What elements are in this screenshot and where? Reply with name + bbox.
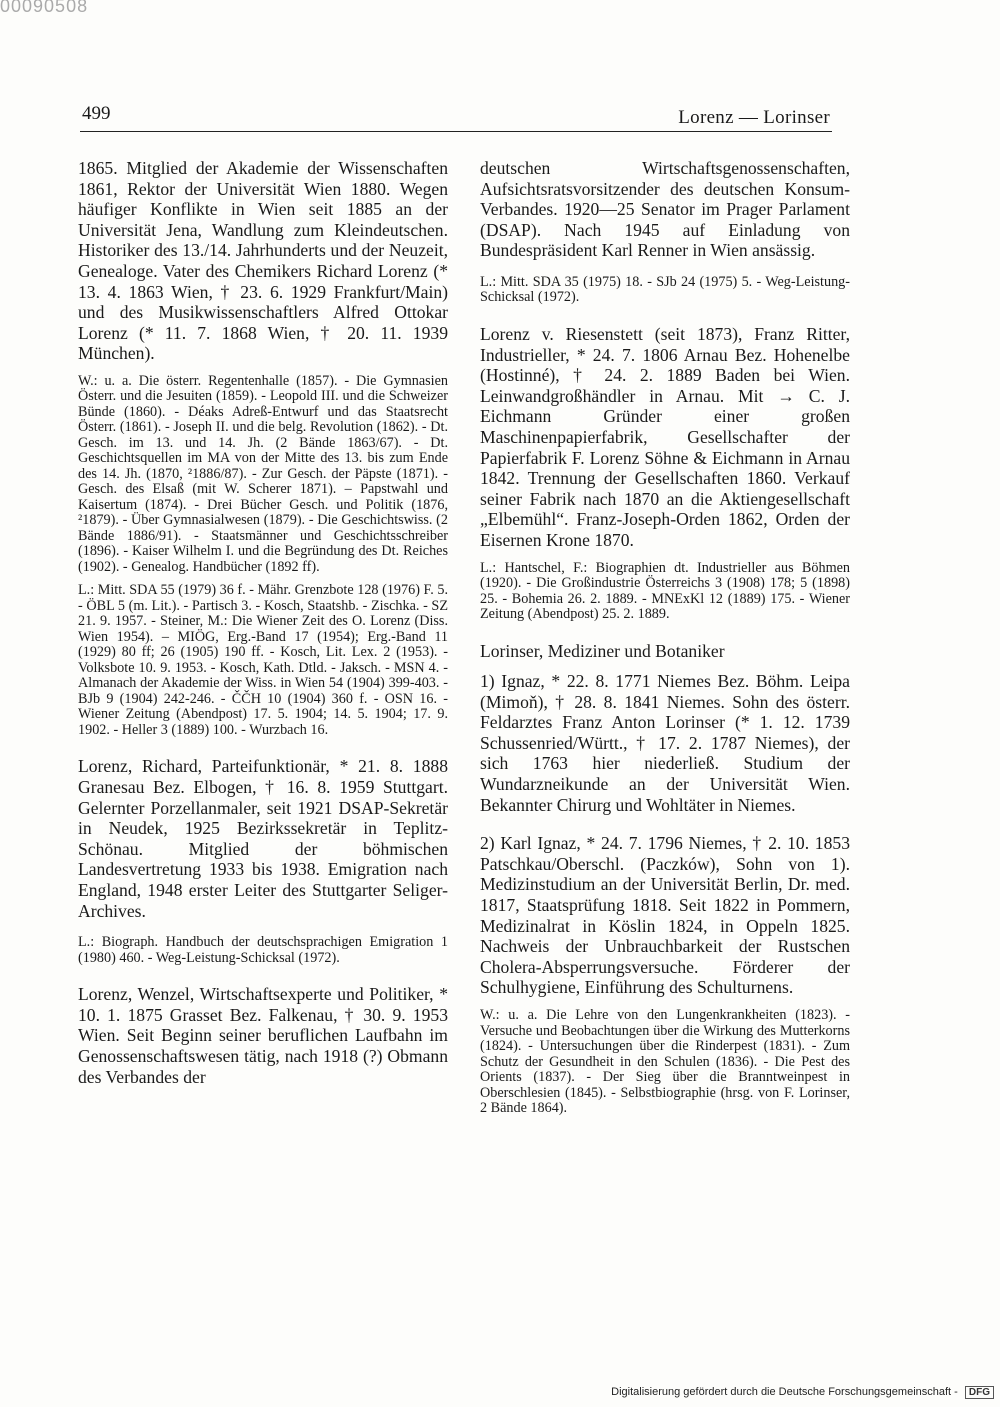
dfg-logo: DFG [965,1386,994,1399]
entry-lorenz-riesenstett: Lorenz v. Riesenstett (seit 1873), Franz Ritter, Industrieller, * 24. 7. 1806 Arnau Bez. Hohenelbe (Hostinné), † 24. 2. 1889 Baden bei Wien. Leinwandgroßhändler in Arnau. Mit → C. J. Eichmann Gründer einer großen Maschinenpapierfabrik, Gesellschafter der Papierfabrik F. Lorenz Söhne & Eichmann in Arnau 1842. Trennung der Gesellschaften 1860. Verkauf seiner Fabrik nach 1870 an die Aktiengesellschaft „Elbemühl“. Franz-Joseph-Orden 1862, Orden der Eisernen Krone 1870. [480,323,850,550]
literature-list: L.: Mitt. SDA 55 (1979) 36 f. - Mähr. Grenzbote 128 (1976) F. 5. - ÖBL 5 (m. Lit.). - Partisch 3. - Kosch, Staatshb. - Zischka. - SZ 21. 9. 1957. - Steiner, M.: Die Wiener Zeit des O. Lorenz (Diss. Wien 1954). – MIÖG, Erg.-Band 17 (1954); Erg.-Band 11 (1929) 80 ff; 26 (1905) 190 ff. - Kosch, Lit. Lex. 2 (1953). - Volksbote 10. 9. 1953. - Kosch, Kath. Dtld. - Jaksch. - MSN 4. - Almanach der Akademie der Wiss. in Wien 54 (1904) 399-403. - BJb 9 (1904) 242-246. - ČČH 10 (1904) 360 f. - OSN 16. - Wiener Zeitung (Abendpost) 17. 5. 1904; 14. 5. 1904; 17. 9. 1902. - Heller 3 (1889) 100. - Wurzbach 16. [78,582,448,738]
header-rule [80,131,832,132]
entry-lorenz-wenzel-cont: deutschen Wirtschaftsgenossenschaften, Aufsichtsratsvorsitzender des deutschen Konsum-Verbandes. 1920—25 Senator im Prager Parlament (DSAP). Nach 1945 auf Einladung von Bundespräsident Karl Renner in Wien ansässig. [480,158,850,261]
left-column [78,158,448,1087]
entry-lorenz-wenzel: Lorenz, Wenzel, Wirtschaftsexperte und Politiker, * 10. 1. 1875 Grasset Bez. Falkenau, † 30. 9. 1953 Wien. Seit Beginn seiner beruflichen Laufbahn im Genossenschaftswesen tätig, nach 1918 (?) Obmann des Verbandes der [78,984,448,1087]
entry-lorinser-ignaz: 1) Ignaz, * 22. 8. 1771 Niemes Bez. Böhm. Leipa (Mimoň), † 28. 8. 1841 Niemes. Sohn des österr. Feldarztes Franz Anton Lorinser (* 1. 12. 1739 Schussenried/Württ., † 17. 2. 1787 Niemes), der sich 1763 hier niederließ. Studium der Wundarzneikunde an der Universität Wien. Bekannter Chirurg und Wohltäter in Niemes. [480,671,850,815]
entry-lorenz-ottokar-text: 1865. Mitglied der Akademie der Wissenschaften 1861, Rektor der Universität Wien 1880. Wegen häufiger Konflikte in Wien seit 1885 an der Universität Jena, Wandlung zum Kleindeutschen. Historiker des 13./14. Jahrhunderts und der Neuzeit, Genealoge. Vater des Chemikers Richard Lorenz (* 13. 4. 1863 Wien, † 23. 6. 1929 Frankfurt/Main) und des Musikwissenschaftlers Alfred Ottokar Lorenz (* 11. 7. 1868 Wien, † 20. 11. 1939 München). [78,158,448,364]
works-list-lorinser: W.: u. a. Die Lehre von den Lungenkrankheiten (1823). - Versuche und Beobachtungen über die Wirkung des Mutterkorns (1824). - Untersuchungen über die Rinderpest (1831). - Zum Schutz der Gesundheit in den Schulen (1836). - Die Pest des Orients (1837). - Der Sieg über die Branntweinpest in Oberschlesien (1845). - Selbstbiographie (hrsg. von F. Lorinser, 2 Bände 1864). [480,1007,850,1116]
footer-text: Digitalisierung gefördert durch die Deutsche Forschungsgemeinschaft - [611,1386,958,1398]
running-head: Lorenz — Lorinser [678,107,830,128]
entry-lorenz-richard: Lorenz, Richard, Parteifunktionär, * 21. 8. 1888 Granesau Bez. Elbogen, † 16. 8. 1959 Stuttgart. Gelernter Porzellanmaler, seit 1921 DSAP-Sekretär in Neudek, 1925 Bezirkssekretär in Teplitz-Schönau. Mitglied der böhmischen Landesvertretung 1933 bis 1938. Emigration nach England, 1948 erster Leiter des Stuttgarter Seliger-Archives. [78,756,448,921]
literature-list-richard: L.: Biograph. Handbuch der deutschsprachigen Emigration 1 (1980) 460. - Weg-Leistung-Schicksal (1972). [78,934,448,966]
entry-lorinser-heading: Lorinser, Mediziner und Botaniker [480,640,725,661]
right-column [480,158,850,1117]
archive-stamp: 00090508 [0,0,89,16]
works-list: W.: u. a. Die österr. Regentenhalle (1857). - Die Gymnasien Österr. und die Jesuiten (1859). - Leopold III. und die Schweizer Bünde (1860). - Déaks Adreß-Entwurf und das Staatsrecht Österr. (1861). - Joseph II. und die belg. Revolution (1862). - Dt. Gesch. im 13. und 14. Jh. (2 Bände 1863/67). - Dt. Geschichtsquellen im MA von der Mitte des 13. bis zum Ende des 14. Jh. (1870, ²1886/87). - Zur Gesch. der Päpste (1871). - Gesch. des Elsaß (mit W. Scherer 1871). – Papstwahl und Kaisertum (1874). - Drei Bücher Gesch. und Politik (1876, ²1879). - Über Gymnasialwesen (1879). - Die Geschichtswiss. (2 Bände 1886/91). - Staatsmänner und Geschichtsschreiber (1896). - Kaiser Wilhelm I. und die Begründung des Dt. Reiches (1902). - Genealog. Handbücher (1892 ff). [78,372,448,575]
literature-list-wenzel: L.: Mitt. SDA 35 (1975) 18. - SJb 24 (1975) 5. - Weg-Leistung-Schicksal (1972). [480,273,850,306]
page-number: 499 [82,103,111,124]
digitization-credit [611,1386,994,1399]
literature-list-riesenstett: L.: Hantschel, F.: Biographien dt. Industrieller aus Böhmen (1920). - Die Großindustrie Österreichs 3 (1908) 178; 5 (1898) 25. - Bohemia 26. 2. 1889. - MNExKl 12 (1889) 175. - Wiener Zeitung (Abendpost) 25. 2. 1889. [480,559,850,622]
entry-lorinser-karl-ignaz: 2) Karl Ignaz, * 24. 7. 1796 Niemes, † 2. 10. 1853 Patschkau/Oberschl. (Paczków), Sohn von 1). Medizinstudium an der Universität Berlin, Dr. med. 1817, Staatsprüfung 1818. Seit 1822 in Pommern, Medizinalrat in Köslin 1824, in Oppeln 1825. Nachweis der Unbrauchbarkeit der Rustschen Cholera-Absperrungsversuche. Förderer der Schulhygiene, Einführung des Schulturnens. [480,833,850,998]
